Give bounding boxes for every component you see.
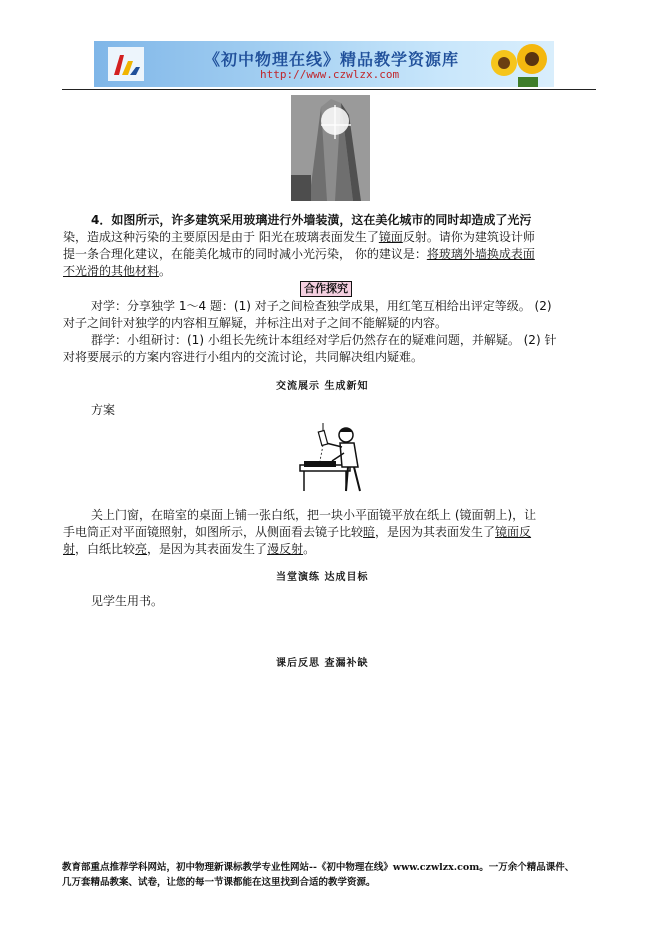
plan-text-2a: 手电筒正对平面镜照射，如图所示，从侧面看去镜子比较 bbox=[63, 525, 364, 539]
cooperation-badge: 合作探究 bbox=[300, 281, 352, 297]
plan-answer-diffuse: 漫反射 bbox=[267, 542, 304, 556]
flashlight-experiment-illustration bbox=[298, 421, 370, 493]
q4-text-4-end: 。 bbox=[159, 264, 172, 278]
section-reflection-title: 课后反思 查漏补缺 bbox=[276, 658, 369, 669]
q4-text-1: 4．如图所示，许多建筑采用玻璃进行外墙装潢，这在美化城市的同时却造成了光污 bbox=[91, 213, 532, 227]
header-banner bbox=[94, 41, 554, 87]
plan-text-3b: ，是因为其表面发生了 bbox=[147, 542, 268, 556]
plan-line1: 关上门窗，在暗室的桌面上铺一张白纸，把一块小平面镜平放在纸上 (镜面朝上)，让 bbox=[91, 508, 537, 522]
plan-label: 方案 bbox=[91, 403, 116, 417]
q4-answer-suggestion-2: 不光滑的其他材料 bbox=[63, 264, 160, 278]
q4-text-3a: 提一条合理化建议，在能美化城市的同时减小光污染， 你的建议是： bbox=[63, 247, 427, 261]
drill-text: 见学生用书。 bbox=[91, 594, 164, 608]
page-footer bbox=[62, 860, 602, 890]
sunflower-image bbox=[488, 41, 550, 87]
plan-text-3a: ，白纸比较 bbox=[75, 542, 136, 556]
site-logo-icon bbox=[108, 47, 144, 81]
glass-building-image bbox=[291, 95, 370, 201]
header-rule bbox=[62, 89, 596, 90]
plan-text-3-end: 。 bbox=[303, 542, 316, 556]
q4-line3 bbox=[63, 246, 535, 263]
q4-line2 bbox=[63, 229, 535, 246]
glass-building-photo bbox=[291, 95, 370, 201]
q4-text-2a: 染，造成这种污染的主要原因是由于 阳光在玻璃表面发生了 bbox=[63, 230, 379, 244]
banner-url[interactable]: http://www.czwlzx.com bbox=[260, 68, 400, 81]
q4-line1 bbox=[91, 212, 531, 229]
section-exchange-title: 交流展示 生成新知 bbox=[276, 381, 369, 392]
plan-answer-specular-1: 镜面反 bbox=[495, 525, 532, 539]
section-drill-title: 当堂演练 达成目标 bbox=[276, 572, 369, 583]
plan-line3 bbox=[63, 541, 315, 558]
plan-text-2b: ，是因为其表面发生了 bbox=[375, 525, 496, 539]
q4-line4 bbox=[63, 263, 171, 280]
q4-text-2b: 反射。请你为建筑设计师 bbox=[402, 230, 535, 244]
plan-answer-specular-2: 射 bbox=[63, 542, 76, 556]
q4-answer-suggestion-1: 将玻璃外墙换成表面 bbox=[426, 247, 535, 261]
footer-line1: 教育部重点推荐学科网站，初中物理新课标教学专业性网站--《初中物理在线》www.czwlzx.com。一万余个精品课件、 bbox=[62, 862, 575, 873]
qunxue-line2: 对将要展示的方案内容进行小组内的交流讨论，共同解决组内疑难。 bbox=[63, 350, 424, 364]
plan-answer-dark: 暗 bbox=[363, 525, 376, 539]
plan-answer-bright: 亮 bbox=[135, 542, 148, 556]
qunxue-line1: 群学：小组研讨：(1) 小组长先统计本组经对学后仍然存在的疑难问题，并解疑。 (2) 针 bbox=[91, 333, 557, 347]
banner-title: 《初中物理在线》精品教学资源库 bbox=[204, 50, 460, 69]
q4-answer-mirror: 镜面 bbox=[378, 230, 403, 244]
footer-line2: 几万套精品教案、试卷，让您的每一节课都能在这里找到合适的教学资源。 bbox=[62, 877, 376, 888]
duixue-line1: 对学：分享独学 1～4 题：(1) 对子之间检查独学成果，用红笔互相给出评定等级。 (2) bbox=[91, 299, 552, 313]
duixue-line2: 对子之间针对独学的内容相互解疑，并标注出对子之间不能解疑的内容。 bbox=[63, 316, 448, 330]
plan-line2 bbox=[63, 524, 531, 541]
